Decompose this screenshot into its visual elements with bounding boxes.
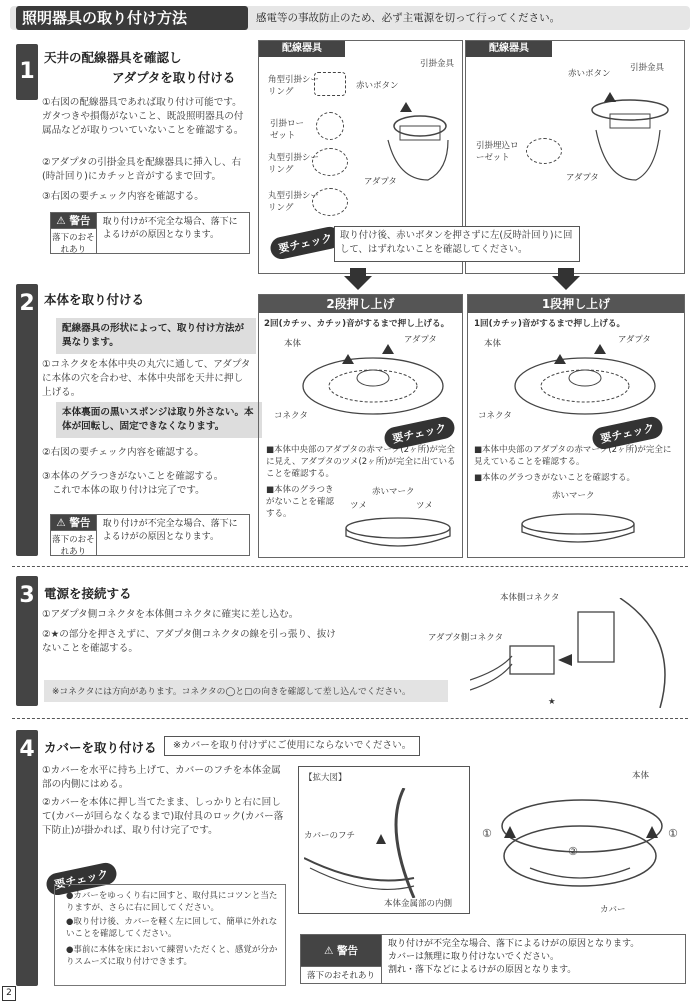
device-square-icon [314, 72, 346, 96]
step4-mark-1a: ① [482, 827, 492, 840]
connector-illustration [470, 598, 680, 708]
step3-instruction-2: ②★の部分を押さえずに、アダプタ側コネクタの線を引っ張り、抜けないことを確認する。 [42, 629, 336, 654]
warning-label: 警告 [337, 945, 359, 957]
step1-instruction-3: ③右図の要チェック内容を確認する。 [42, 191, 204, 202]
device-rosette: 引掛ローゼット [270, 119, 305, 141]
one-stage-adapter-label: アダプタ [618, 335, 651, 345]
safety-note: 感電等の事故防止のため、必ず主電源を切って行ってください。 [256, 12, 561, 24]
step4-instruction-1: ①カバーを水平に持ち上げて、カバーのフチを本体金属部の内側にはめる。 [42, 765, 281, 790]
step3-title: 電源を接続する [44, 586, 132, 601]
one-stage-connector-label: コネクタ [478, 411, 512, 421]
two-stage-tsume-1: ツメ [350, 501, 367, 511]
step4-check-1: ●カバーをゆっくり右に回すと、取付具にコツンと当たりますが、さらに右に回してください。 [66, 891, 278, 913]
step2-instruction-2: ②右図の要チェック内容を確認する。 [42, 447, 204, 458]
zoom-metal-label: 本体金属部の内側 [384, 899, 453, 909]
step2-instruction-3a: ③本体のグラつきがないことを確認する。 [42, 471, 224, 482]
step4-instruction-2: ②カバーを本体に押し当てたまま、しっかりと右に回して(カバーが回らなくなるまで)取付具のロック(カバー落下防止)が掛かれば、取り付け完了です。 [42, 797, 284, 836]
two-stage-red-mark: 赤いマーク [372, 487, 415, 497]
step2-note: 配線器具の形状によって、取り付け方法が異なります。 [56, 318, 256, 354]
one-stage-red-mark: 赤いマーク [552, 491, 595, 501]
step4-check-2: ●取り付け後、カバーを軽く左に回して、簡単に外れないことを確認してください。 [66, 917, 278, 939]
step1-instruction-2: ②アダプタの引掛金具を配線器具に挿入し、右(時計回り)にカチッと音がするまで回す。 [42, 157, 242, 182]
one-stage-body-label: 本体 [484, 339, 502, 349]
two-stage-tsume-2: ツメ [416, 501, 433, 511]
zoom-cover-edge-label: カバーのフチ [304, 831, 356, 841]
step4-check-badge: 要チェック [44, 861, 118, 897]
panel-b-title: 配線器具 [466, 41, 552, 57]
two-stage-adapter-illustration [342, 514, 454, 550]
step4-body-label: 本体 [632, 771, 650, 781]
one-stage-check-2: ■本体のグラつきがないことを確認する。 [474, 473, 636, 483]
step3-direction-note: ※コネクタには方向があります。コネクタの◯と□の向きを確認して差し込んでください。 [52, 687, 411, 697]
step2-instruction-1: ①コネクタを本体中央の丸穴に通して、アダプタに本体の穴を合わせ、本体中央部を天井に押し上げる。 [42, 359, 251, 398]
one-stage-sub: 1回(カチッ)音がするまで押し上げる。 [474, 319, 626, 329]
page-number: 2 [2, 986, 16, 1001]
warning-sub: 落下のおそれあり [51, 530, 96, 559]
two-stage-check-1: ■本体中央部のアダプタの赤マーク(2ヶ所)が完全に見え、アダプタのツメ(2ヶ所)が完全に出ていることを確認する。 [266, 445, 456, 479]
device-round-ceiling-2: 丸型引掛シーリング [268, 191, 320, 213]
step1-instruction-1: ①右図の配線器具であれば取り付け可能です。ガタつきや損傷がないこと、既設照明器具の付属品などが取りついていないことを確認する。 [42, 97, 244, 136]
page-title: 照明器具の取り付け方法 [16, 6, 248, 30]
two-stage-adapter-label: アダプタ [404, 335, 437, 345]
step1-title-line2: アダプタを取り付ける [112, 70, 236, 85]
step4-warning-line2: カバーは無理に取り付けないでください。 [388, 952, 560, 962]
step4-warning-line3: 割れ・落下などによるけがの原因となります。 [388, 965, 577, 975]
two-stage-body-illustration [298, 344, 448, 424]
device-rosette-icon [316, 112, 344, 140]
step4-warning-line1: 取り付けが不完全な場合、落下によるけがの原因となります。 [388, 939, 640, 949]
step2-warning-box [50, 514, 250, 556]
body-connector-label: 本体側コネクタ [500, 593, 560, 603]
two-stage-title: 2段押し上げ [259, 295, 462, 313]
device-round-icon-1 [312, 148, 348, 176]
device-square-ceiling: 角型引掛シーリング [268, 75, 320, 97]
step4-cover-label: カバー [600, 905, 626, 915]
step4-warning-box [300, 934, 686, 984]
step1-check-text: 取り付け後、赤いボタンを押さずに左(反時計回り)に回して、はずれないことを確認してください。 [340, 230, 573, 255]
two-stage-check-badge: 要チェック [382, 415, 456, 451]
divider-2 [12, 718, 688, 719]
one-stage-adapter-illustration [518, 510, 638, 546]
adapter-connector-label: アダプタ側コネクタ [428, 633, 504, 643]
warning-label: 警告 [69, 517, 91, 529]
down-arrow-right [552, 276, 580, 290]
step4-check-3: ●事前に本体を床において練習いただくと、感覚が分かりスムーズに取り付けできます。 [66, 945, 278, 967]
warning-text: 取り付けが不完全な場合、落下によるけがの原因となります。 [102, 519, 238, 542]
hand-adapter-illustration-a [376, 84, 456, 184]
step-number-4: 4 [16, 730, 38, 986]
panel-b-red-button-label: 赤いボタン [568, 69, 611, 79]
device-embedded-rosette: 引掛埋込ローゼット [476, 141, 519, 163]
step4-boxed-note: ※カバーを取り付けずにご使用にならないでください。 [164, 736, 420, 756]
one-stage-check-1: ■本体中央部のアダプタの赤マーク(2ヶ所)が完全に見えていることを確認する。 [474, 445, 672, 467]
step2-title: 本体を取り付ける [44, 292, 145, 307]
step1-warning-box [50, 212, 250, 254]
step-number-1: 1 [16, 44, 38, 100]
two-stage-connector-label: コネクタ [274, 411, 308, 421]
panel-a-adapter-label: アダプタ [364, 177, 397, 187]
step1-title-line1: 天井の配線器具を確認し [44, 50, 182, 65]
warning-icon: ⚠ [323, 944, 338, 957]
two-stage-sub: 2回(カチッ、カチッ)音がするまで押し上げる。 [264, 319, 450, 329]
panel-a-red-button-label: 赤いボタン [356, 81, 399, 91]
device-round-icon-2 [312, 188, 348, 216]
warning-sub: 落下のおそれあり [301, 966, 381, 983]
one-stage-body-illustration [510, 344, 660, 424]
step2-sponge-note: 本体裏面の黒いスポンジは取り外さない。本体が回転し、固定できなくなります。 [56, 402, 262, 438]
two-stage-body-label: 本体 [284, 339, 302, 349]
star-mark: ★ [548, 697, 556, 707]
warning-icon: ⚠ [56, 214, 70, 227]
step2-instruction-3b: これで本体の取り付けは完了です。 [52, 485, 205, 496]
cover-attach-illustration [490, 780, 670, 910]
panel-b-adapter-label: アダプタ [566, 173, 599, 183]
panel-b-hook-label: 引掛金具 [630, 63, 665, 73]
step4-mark-2: ② [568, 845, 578, 858]
step4-title: カバーを取り付ける [44, 740, 157, 755]
panel-a-title: 配線器具 [259, 41, 345, 57]
warning-icon: ⚠ [56, 516, 70, 529]
divider-1 [12, 566, 688, 567]
panel-a-hook-label: 引掛金具 [420, 59, 455, 69]
warning-sub: 落下のおそれあり [51, 228, 96, 257]
device-embedded-icon [526, 138, 562, 164]
step4-mark-1b: ① [668, 827, 678, 840]
one-stage-check-badge: 要チェック [590, 415, 664, 451]
warning-label: 警告 [69, 215, 91, 227]
step3-instruction-1: ①アダプタ側コネクタを本体側コネクタに確実に差し込む。 [42, 609, 299, 620]
step1-check-badge: 要チェック [268, 225, 342, 261]
zoom-cover-illustration [304, 788, 464, 898]
device-round-ceiling-1: 丸型引掛シーリング [268, 153, 320, 175]
down-arrow-left [344, 276, 372, 290]
one-stage-title: 1段押し上げ [468, 295, 684, 313]
two-stage-check-2: ■本体のグラつきがないことを確認する。 [266, 485, 335, 519]
step-number-2: 2 [16, 284, 38, 556]
zoom-view-label: 【拡大図】 [304, 773, 347, 783]
warning-text: 取り付けが不完全な場合、落下によるけがの原因となります。 [102, 217, 238, 240]
hand-adapter-illustration-b [580, 80, 680, 190]
step-number-3: 3 [16, 576, 38, 706]
